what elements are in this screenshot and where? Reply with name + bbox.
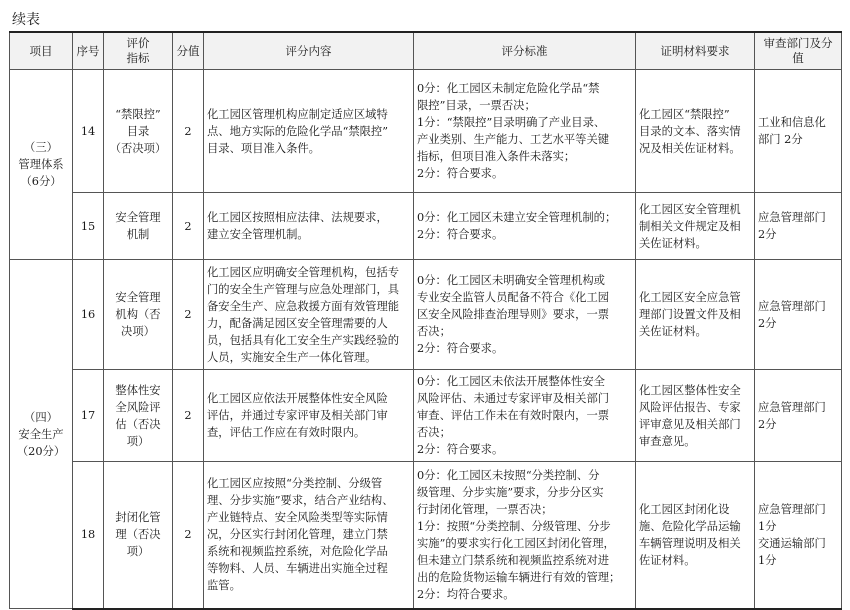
table-row [10,193,842,260]
score-cell: 2 [173,260,204,370]
table-row [10,462,842,609]
content-cell: 化工园区管理机构应制定适应区域特 点、地方实际的危险化学品“禁限控” 目录、项目准入条件。 [204,70,414,193]
table-row [10,260,842,370]
project-cell: （三） 管理体系 （6分） [10,70,73,260]
content-cell: 化工园区应按照“分类控制、分级管 理、分步实施”要求，结合产业结构、 产业链特点、安全风险类型等实际情 况，分区实行封闭化管理，建立门禁 系统和视频监控系统，对危险化学品 等物料、人员、车辆进出实施全过程 监管。 [204,462,414,609]
evaluation-table [9,31,842,610]
header-criteria: 评分标准 [414,32,636,70]
indicator-cell: 封闭化管 理（否决 项） [104,462,173,609]
evidence-cell: 化工园区封闭化设 施、危险化学品运输 车辆管理说明及相关 佐证材料。 [636,462,755,609]
criteria-cell: 0分：化工园区未依法开展整体性安全 风险评估、未通过专家评审及相关部门 审查、评估工作未在有效时限内，一票 否决； 2分：符合要求。 [414,370,636,462]
header-evidence: 证明材料要求 [636,32,755,70]
page-title: 续表 [12,12,40,28]
score-cell: 2 [173,193,204,260]
header-row [10,32,842,70]
criteria-cell: 0分：化工园区未制定危险化学品“禁 限控”目录，一票否决； 1分：“禁限控”目录明确了产业目录、 产业类别、生产能力、工艺水平等关键 指标，但项目准入条件未落实； 2分：符合要求。 [414,70,636,193]
indicator-cell: 安全管理 机制 [104,193,173,260]
header-project: 项目 [10,32,73,70]
criteria-cell: 0分：化工园区未按照“分类控制、分 级管理、分步实施”要求，分步分区实 行封闭化管理，一票否决； 1分：按照“分类控制、分级管理、分步 实施”的要求实行化工园区封闭化管理， 但未建立门禁系统和视频监控系统对进 出的危险货物运输车辆进行有效的管理； 2分：均符合要求。 [414,462,636,609]
seq-cell: 17 [73,370,104,462]
seq-cell: 15 [73,193,104,260]
indicator-cell: 安全管理 机构（否 决项） [104,260,173,370]
indicator-cell: “禁限控” 目录 （否决项） [104,70,173,193]
seq-cell: 16 [73,260,104,370]
header-seq: 序号 [73,32,104,70]
header-content: 评分内容 [204,32,414,70]
score-cell: 2 [173,462,204,609]
dept-cell: 应急管理部门 2分 [755,370,842,462]
table-row [10,70,842,193]
header-dept: 审查部门及分 值 [755,32,842,70]
content-cell: 化工园区应明确安全管理机构，包括专 门的安全生产管理与应急处理部门，具 备安全生产、应急救援方面有效管理能 力，配备满足园区安全管理需要的人 员，包括具有化工安全生产实践经验的 人员，实施安全生产一体化管理。 [204,260,414,370]
table-row [10,370,842,462]
dept-cell: 应急管理部门 2分 [755,260,842,370]
criteria-cell: 0分：化工园区未建立安全管理机制的； 2分：符合要求。 [414,193,636,260]
indicator-cell: 整体性安 全风险评 估（否决 项） [104,370,173,462]
dept-cell: 应急管理部门 2分 [755,193,842,260]
seq-cell: 18 [73,462,104,609]
criteria-cell: 0分：化工园区未明确安全管理机构或 专业安全监管人员配备不符合《化工园 区安全风险排查治理导则》要求，一票 否决； 2分：符合要求。 [414,260,636,370]
evidence-cell: 化工园区整体性安全 风险评估报告、专家 评审意见及相关部门 审查意见。 [636,370,755,462]
dept-cell: 应急管理部门 1分 交通运输部门 1分 [755,462,842,609]
dept-cell: 工业和信息化 部门 2分 [755,70,842,193]
score-cell: 2 [173,370,204,462]
content-cell: 化工园区应依法开展整体性安全风险 评估，并通过专家评审及相关部门审 查，评估工作应在有效时限内。 [204,370,414,462]
evidence-cell: 化工园区“禁限控” 目录的文本、落实情 况及相关佐证材料。 [636,70,755,193]
project-cell: （四） 安全生产 （20分） [10,260,73,609]
header-score: 分值 [173,32,204,70]
content-cell: 化工园区按照相应法律、法规要求， 建立安全管理机制。 [204,193,414,260]
evidence-cell: 化工园区安全管理机 制相关文件规定及相 关佐证材料。 [636,193,755,260]
seq-cell: 14 [73,70,104,193]
score-cell: 2 [173,70,204,193]
header-indicator: 评价 指标 [104,32,173,70]
evidence-cell: 化工园区安全应急管 理部门设置文件及相 关佐证材料。 [636,260,755,370]
